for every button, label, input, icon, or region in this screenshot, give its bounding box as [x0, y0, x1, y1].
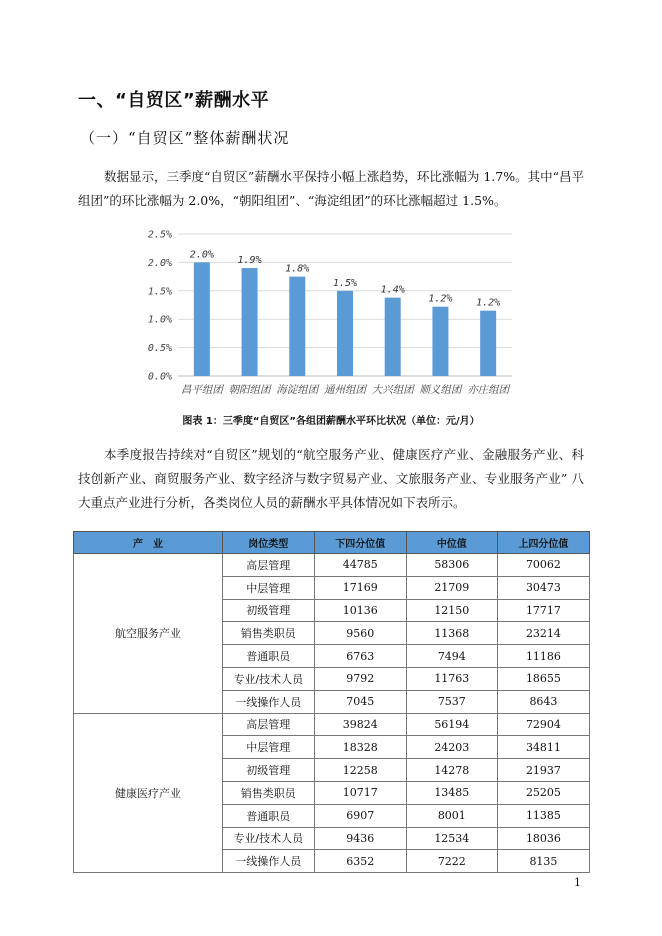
industry-cell: 航空服务产业	[74, 554, 223, 714]
lower-quartile-cell: 9436	[314, 827, 406, 850]
industry-cell: 健康医疗产业	[74, 713, 223, 873]
lower-quartile-cell: 39824	[314, 713, 406, 736]
position-cell: 一线操作人员	[222, 690, 314, 713]
bar	[289, 277, 305, 376]
median-cell: 21709	[406, 576, 497, 599]
y-tick-label: 1.5%	[147, 286, 172, 298]
subsection-heading: （一）“自贸区”整体薪酬状况	[80, 129, 290, 147]
median-cell: 14278	[406, 759, 497, 782]
upper-quartile-cell: 8135	[497, 850, 589, 873]
bar	[242, 268, 258, 376]
upper-quartile-cell: 18036	[497, 827, 589, 850]
lower-quartile-cell: 18328	[314, 736, 406, 759]
lower-quartile-cell: 6907	[314, 804, 406, 827]
x-category-label: 顺义组团	[419, 384, 462, 396]
median-cell: 56194	[406, 713, 497, 736]
median-cell: 12534	[406, 827, 497, 850]
bar	[480, 311, 496, 376]
upper-quartile-cell: 21937	[497, 759, 589, 782]
upper-quartile-cell: 23214	[497, 622, 589, 645]
bar-data-label: 1.8%	[285, 263, 310, 275]
position-cell: 初级管理	[222, 759, 314, 782]
table-row	[74, 713, 590, 736]
bar-data-label: 2.0%	[189, 249, 214, 261]
bar	[432, 307, 448, 376]
position-cell: 普通职员	[222, 804, 314, 827]
lower-quartile-cell: 44785	[314, 554, 406, 577]
x-category-label: 朝阳组团	[228, 384, 271, 396]
table-header-row	[74, 532, 590, 554]
upper-quartile-cell: 72904	[497, 713, 589, 736]
bar-data-label: 1.2%	[428, 293, 453, 305]
header-upper-quartile: 上四分位值	[497, 532, 589, 554]
lower-quartile-cell: 12258	[314, 759, 406, 782]
header-lower-quartile: 下四分位值	[314, 532, 406, 554]
upper-quartile-cell: 17717	[497, 599, 589, 622]
x-category-label: 昌平组团	[180, 384, 223, 396]
median-cell: 7494	[406, 645, 497, 668]
position-cell: 专业/技术人员	[222, 667, 314, 690]
page-number: 1	[574, 876, 581, 889]
position-cell: 中层管理	[222, 736, 314, 759]
growth-bar-chart	[140, 226, 520, 401]
bar	[337, 291, 353, 376]
upper-quartile-cell: 30473	[497, 576, 589, 599]
lower-quartile-cell: 10136	[314, 599, 406, 622]
lower-quartile-cell: 9792	[314, 667, 406, 690]
lower-quartile-cell: 7045	[314, 690, 406, 713]
position-cell: 高层管理	[222, 554, 314, 577]
median-cell: 11368	[406, 622, 497, 645]
median-cell: 7222	[406, 850, 497, 873]
median-cell: 11763	[406, 667, 497, 690]
position-cell: 中层管理	[222, 576, 314, 599]
section-heading: 一、“自贸区”薪酬水平	[78, 90, 270, 111]
median-cell: 8001	[406, 804, 497, 827]
bar-data-label: 1.2%	[476, 297, 501, 309]
lower-quartile-cell: 10717	[314, 781, 406, 804]
position-cell: 一线操作人员	[222, 850, 314, 873]
median-cell: 24203	[406, 736, 497, 759]
table-row	[74, 554, 590, 577]
x-category-label: 通州组团	[324, 384, 366, 396]
median-cell: 7537	[406, 690, 497, 713]
x-category-label: 亦庄组团	[467, 384, 510, 396]
header-position: 岗位类型	[222, 532, 314, 554]
y-tick-label: 2.0%	[147, 257, 172, 269]
header-industry: 产 业	[74, 532, 223, 554]
lower-quartile-cell: 6763	[314, 645, 406, 668]
table-body	[74, 554, 590, 873]
bar-data-label: 1.5%	[332, 277, 358, 289]
position-cell: 高层管理	[222, 713, 314, 736]
median-cell: 58306	[406, 554, 497, 577]
position-cell: 普通职员	[222, 645, 314, 668]
upper-quartile-cell: 25205	[497, 781, 589, 804]
lower-quartile-cell: 17169	[314, 576, 406, 599]
upper-quartile-cell: 11385	[497, 804, 589, 827]
bar-data-label: 1.9%	[237, 255, 262, 267]
upper-quartile-cell: 11186	[497, 645, 589, 668]
median-cell: 13485	[406, 781, 497, 804]
y-tick-label: 1.0%	[147, 314, 172, 326]
upper-quartile-cell: 18655	[497, 667, 589, 690]
y-tick-label: 2.5%	[147, 229, 172, 241]
lower-quartile-cell: 6352	[314, 850, 406, 873]
x-category-label: 海淀组团	[276, 384, 319, 396]
position-cell: 销售类职员	[222, 622, 314, 645]
upper-quartile-cell: 8643	[497, 690, 589, 713]
bar	[194, 262, 210, 376]
y-tick-label: 0.0%	[147, 371, 172, 383]
position-cell: 销售类职员	[222, 781, 314, 804]
x-category-label: 大兴组团	[371, 384, 414, 396]
table-intro-paragraph: 本季度报告持续对“自贸区”规划的“航空服务产业、健康医疗产业、金融服务产业、科技创新产业、商贸服务产业、数字经济与数字贸易产业、文旅服务产业、专业服务产业” 八大重点产业进行分析，各类岗位人员的薪酬水平具体情况如下表所示。	[78, 447, 584, 510]
y-tick-label: 0.5%	[147, 343, 172, 355]
intro-paragraph: 数据显示，三季度“自贸区”薪酬水平保持小幅上涨趋势，环比涨幅为 1.7%。其中“昌平组团”的环比涨幅为 2.0%，“朝阳组团”、“海淀组团”的环比涨幅超过 1.5%。	[78, 169, 584, 208]
bar-data-label: 1.4%	[380, 284, 405, 296]
position-cell: 初级管理	[222, 599, 314, 622]
upper-quartile-cell: 70062	[497, 554, 589, 577]
header-median: 中位值	[406, 532, 497, 554]
bar	[385, 298, 401, 376]
position-cell: 专业/技术人员	[222, 827, 314, 850]
chart-caption: 图表 1：三季度“自贸区”各组团薪酬水平环比状况（单位：元/月）	[182, 416, 480, 427]
salary-table	[73, 531, 590, 873]
median-cell: 12150	[406, 599, 497, 622]
lower-quartile-cell: 9560	[314, 622, 406, 645]
upper-quartile-cell: 34811	[497, 736, 589, 759]
